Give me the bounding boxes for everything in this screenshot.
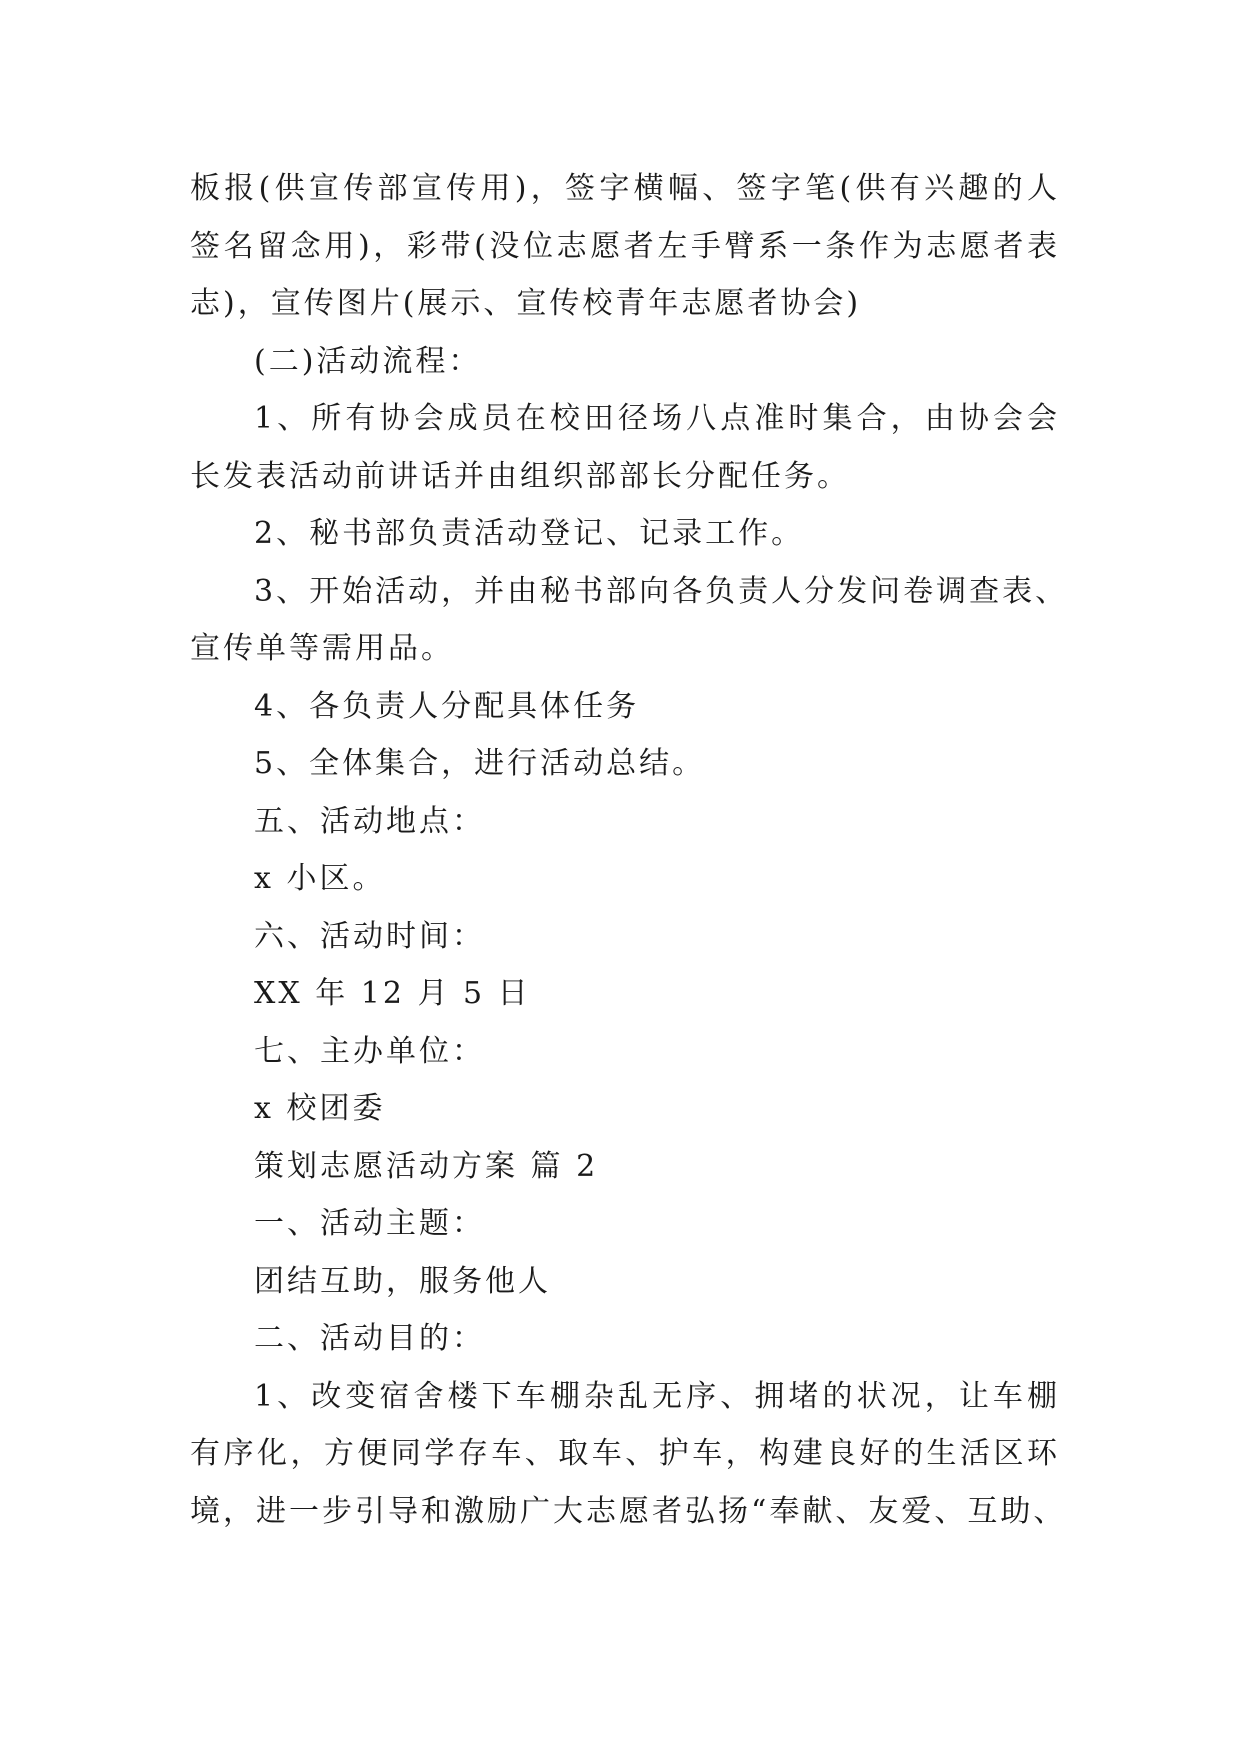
- text-line: 团结互助，服务他人: [254, 1263, 551, 1299]
- text-line: 4、各负责人分配具体任务: [254, 688, 640, 724]
- text-line: 1、所有协会成员在校田径场八点准时集合，由协会会: [254, 401, 1060, 436]
- text-line: 六、活动时间：: [254, 918, 485, 954]
- text-line: 签名留念用)，彩带(没位志愿者左手臂系一条作为志愿者表: [190, 228, 1060, 264]
- text-line: 2、秘书部负责活动登记、记录工作。: [254, 516, 805, 551]
- text-line: 板报(供宣传部宣传用)，签字横幅、签字笔(供有兴趣的人: [190, 171, 1060, 206]
- text-line: 长发表活动前讲话并由组织部部长分配任务。: [190, 458, 850, 494]
- text-line: 一、活动主题：: [254, 1206, 485, 1241]
- text-line: 1、改变宿舍楼下车棚杂乱无序、拥堵的状况，让车棚: [254, 1378, 1060, 1414]
- text-line: 五、活动地点：: [254, 803, 485, 839]
- text-line: 七、主办单位：: [254, 1033, 485, 1069]
- text-line: 有序化，方便同学存车、取车、护车，构建良好的生活区环: [190, 1436, 1060, 1471]
- text-line: x 小区。: [254, 861, 386, 896]
- document-body: [190, 160, 1069, 1540]
- text-line: x 校团委: [254, 1091, 386, 1126]
- text-line: 境，进一步引导和激励广大志愿者弘扬“奉献、友爱、互助、: [190, 1493, 1067, 1529]
- text-line: 宣传单等需用品。: [190, 631, 454, 666]
- text-line: 5、全体集合，进行活动总结。: [254, 746, 706, 781]
- text-line: 志)，宣传图片(展示、宣传校青年志愿者协会): [190, 286, 862, 321]
- text-line: 3、开始活动，并由秘书部向各负责人分发问卷调查表、: [254, 573, 1069, 609]
- text-line: XX 年 12 月 5 日: [254, 976, 531, 1011]
- text-line: 二、活动目的：: [254, 1321, 485, 1356]
- text-line: 策划志愿活动方案 篇 2: [254, 1148, 599, 1184]
- text-line: (二)活动流程：: [254, 343, 482, 379]
